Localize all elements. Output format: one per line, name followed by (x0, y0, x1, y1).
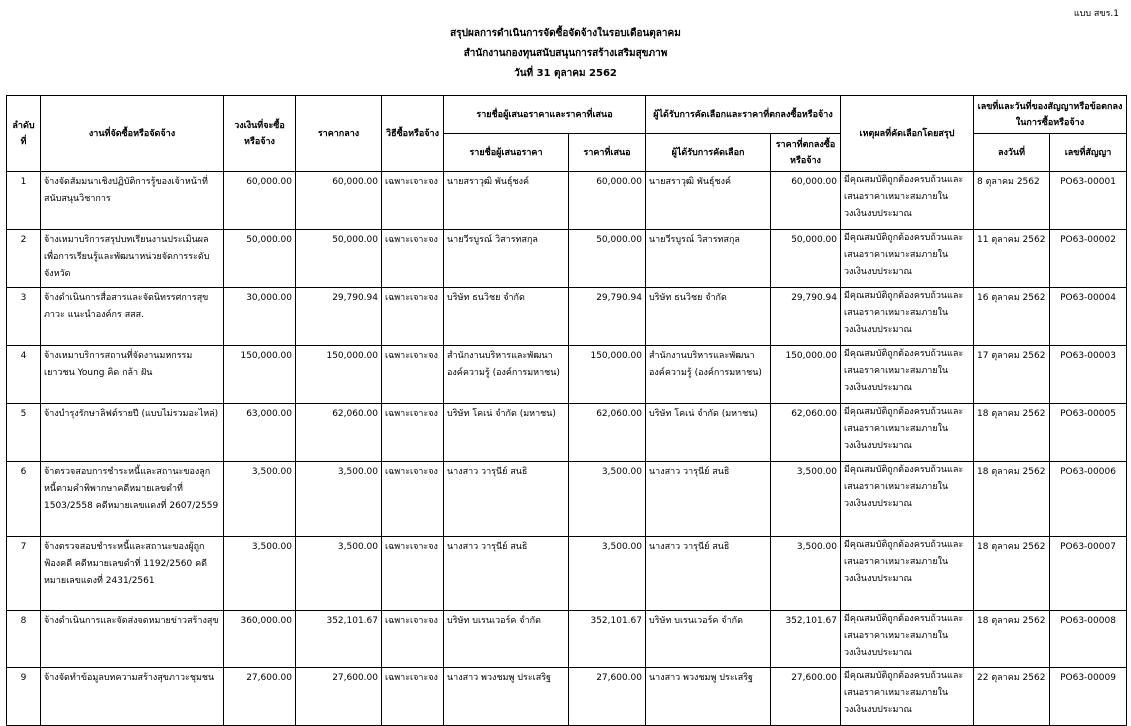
table-row (7, 230, 1127, 288)
header-selected-name: ผู้ได้รับการคัดเลือก (646, 134, 771, 172)
cell-contract-date: 11 ตุลาคม 2562 (974, 230, 1050, 288)
cell-median-price: 50,000.00 (296, 230, 382, 288)
cell-selected: บริษัท บเรนเวอร์ค จำกัด (646, 611, 771, 668)
table-header (7, 96, 1127, 172)
cell-median-price: 150,000.00 (296, 346, 382, 404)
cell-item: จ้างบำรุงรักษาลิฟต์รายปี (แบบไม่รวมอะไหล่) (41, 404, 224, 462)
cell-budget: 30,000.00 (224, 288, 296, 346)
cell-no: 9 (7, 668, 41, 726)
cell-contract-date: 22 ตุลาคม 2562 (974, 668, 1050, 726)
cell-contract-date: 17 ตุลาคม 2562 (974, 346, 1050, 404)
cell-contract-no: PO63-00006 (1050, 462, 1127, 537)
cell-median-price: 3,500.00 (296, 462, 382, 537)
cell-method: เฉพาะเจาะจง (382, 346, 444, 404)
header-item: งานที่จัดซื้อหรือจัดจ้าง (41, 96, 224, 172)
cell-item: จ้างดำเนินการสื่อสารและจัดนิทรรศการสุขภาวะ แนะนำองค์กร สสส. (41, 288, 224, 346)
cell-agreed-price: 29,790.94 (771, 288, 841, 346)
header-contract-date: ลงวันที่ (974, 134, 1050, 172)
cell-reason: มีคุณสมบัติถูกต้องครบถ้วนและเสนอราคาเหมาะสมภายในวงเงินงบประมาณ (841, 346, 974, 404)
cell-no: 1 (7, 172, 41, 230)
form-code: แบบ สขร.1 (1073, 9, 1119, 19)
cell-agreed-price: 62,060.00 (771, 404, 841, 462)
cell-method: เฉพาะเจาะจง (382, 404, 444, 462)
cell-item: จ้างตรวจสอบชำระหนี้และสถานะของผู้ถูกฟ้องคดี คดีหมายเลขดำที่ 1192/2560 คดีหมายเลขแดงที่ 2431/2561 (41, 537, 224, 611)
cell-budget: 3,500.00 (224, 537, 296, 611)
cell-bidder: บริษัท โคเน่ จำกัด (มหาชน) (444, 404, 569, 462)
header-bidders-group: รายชื่อผู้เสนอราคาและราคาที่เสนอ (444, 96, 646, 134)
cell-median-price: 27,600.00 (296, 668, 382, 726)
cell-bid-price: 27,600.00 (569, 668, 646, 726)
header-bidder-name: รายชื่อผู้เสนอราคา (444, 134, 569, 172)
procurement-table (6, 95, 1127, 726)
document-date: วันที่ 31 ตุลาคม 2562 (514, 68, 617, 79)
agency-name: สำนักงานกองทุนสนับสนุนการสร้างเสริมสุขภาพ (463, 48, 668, 59)
cell-no: 3 (7, 288, 41, 346)
cell-bidder: บริษัท ธนวิชย จำกัด (444, 288, 569, 346)
cell-item: จ้างเหมาบริการสถานที่จัดงานมหกรรมเยาวชน Young คิด กล้า ฝัน (41, 346, 224, 404)
cell-budget: 63,000.00 (224, 404, 296, 462)
cell-median-price: 352,101.67 (296, 611, 382, 668)
cell-reason: มีคุณสมบัติถูกต้องครบถ้วนและเสนอราคาเหมาะสมภายในวงเงินงบประมาณ (841, 404, 974, 462)
cell-item: จ้างเหมาบริการสรุปบทเรียนงานประเมินผลเพื่อการเรียนรู้และพัฒนาหน่วยจัดการระดับจังหวัด (41, 230, 224, 288)
cell-budget: 3,500.00 (224, 462, 296, 537)
cell-selected: นายวีรบูรณ์ วิสารทสกุล (646, 230, 771, 288)
cell-item: จ้างดำเนินการและจัดส่งจดหมายข่าวสร้างสุข (41, 611, 224, 668)
cell-agreed-price: 27,600.00 (771, 668, 841, 726)
cell-method: เฉพาะเจาะจง (382, 611, 444, 668)
cell-agreed-price: 3,500.00 (771, 537, 841, 611)
cell-selected: สำนักงานบริหารและพัฒนาองค์ความรู้ (องค์การมหาชน) (646, 346, 771, 404)
table-row (7, 346, 1127, 404)
cell-reason: มีคุณสมบัติถูกต้องครบถ้วนและเสนอราคาเหมาะสมภายในวงเงินงบประมาณ (841, 288, 974, 346)
cell-bidder: นางสาว พวงชมพู ประเสริฐ (444, 668, 569, 726)
table-row (7, 404, 1127, 462)
cell-bid-price: 50,000.00 (569, 230, 646, 288)
cell-budget: 60,000.00 (224, 172, 296, 230)
cell-selected: นางสาว พวงชมพู ประเสริฐ (646, 668, 771, 726)
cell-agreed-price: 50,000.00 (771, 230, 841, 288)
cell-bid-price: 352,101.67 (569, 611, 646, 668)
cell-no: 5 (7, 404, 41, 462)
cell-no: 2 (7, 230, 41, 288)
cell-budget: 360,000.00 (224, 611, 296, 668)
cell-bidder: นางสาว วารุนีย์ สนธิ (444, 537, 569, 611)
cell-reason: มีคุณสมบัติถูกต้องครบถ้วนและเสนอราคาเหมาะสมภายในวงเงินงบประมาณ (841, 537, 974, 611)
cell-contract-no: PO63-00008 (1050, 611, 1127, 668)
cell-budget: 50,000.00 (224, 230, 296, 288)
table-row (7, 288, 1127, 346)
cell-bid-price: 3,500.00 (569, 462, 646, 537)
cell-budget: 27,600.00 (224, 668, 296, 726)
cell-median-price: 62,060.00 (296, 404, 382, 462)
cell-contract-no: PO63-00004 (1050, 288, 1127, 346)
cell-method: เฉพาะเจาะจง (382, 172, 444, 230)
table-row (7, 537, 1127, 611)
header-method: วิธีซื้อหรือจ้าง (382, 96, 444, 172)
cell-contract-date: 18 ตุลาคม 2562 (974, 611, 1050, 668)
cell-bidder: สำนักงานบริหารและพัฒนาองค์ความรู้ (องค์การมหาชน) (444, 346, 569, 404)
cell-method: เฉพาะเจาะจง (382, 668, 444, 726)
cell-method: เฉพาะเจาะจง (382, 230, 444, 288)
cell-selected: นางสาว วารุนีย์ สนธิ (646, 537, 771, 611)
cell-reason: มีคุณสมบัติถูกต้องครบถ้วนและเสนอราคาเหมาะสมภายในวงเงินงบประมาณ (841, 462, 974, 537)
cell-no: 8 (7, 611, 41, 668)
cell-bidder: นายสราวุฒิ พันธุ์ชงค์ (444, 172, 569, 230)
cell-reason: มีคุณสมบัติถูกต้องครบถ้วนและเสนอราคาเหมาะสมภายในวงเงินงบประมาณ (841, 230, 974, 288)
cell-method: เฉพาะเจาะจง (382, 462, 444, 537)
header-bid-price: ราคาที่เสนอ (569, 134, 646, 172)
document-titles (0, 24, 1131, 84)
cell-contract-no: PO63-00009 (1050, 668, 1127, 726)
cell-no: 6 (7, 462, 41, 537)
cell-method: เฉพาะเจาะจง (382, 537, 444, 611)
table-body (7, 172, 1127, 726)
header-contract-group: เลขที่และวันที่ของสัญญาหรือข้อตกลงในการซื้อหรือจ้าง (974, 96, 1127, 134)
cell-selected: นายสราวุฒิ พันธุ์ชงค์ (646, 172, 771, 230)
table-row (7, 172, 1127, 230)
cell-bid-price: 60,000.00 (569, 172, 646, 230)
header-selected-group: ผู้ได้รับการคัดเลือกและราคาที่ตกลงซื้อหรือจ้าง (646, 96, 841, 134)
cell-contract-no: PO63-00005 (1050, 404, 1127, 462)
cell-selected: บริษัท โคเน่ จำกัด (มหาชน) (646, 404, 771, 462)
cell-median-price: 29,790.94 (296, 288, 382, 346)
cell-contract-no: PO63-00002 (1050, 230, 1127, 288)
cell-contract-no: PO63-00001 (1050, 172, 1127, 230)
cell-item: จ้างจัดทำข้อมูลบทความสร้างสุขภาวะชุมชน (41, 668, 224, 726)
header-contract-no: เลขที่สัญญา (1050, 134, 1127, 172)
table-row (7, 611, 1127, 668)
header-budget: วงเงินที่จะซื้อหรือจ้าง (224, 96, 296, 172)
cell-contract-no: PO63-00007 (1050, 537, 1127, 611)
cell-reason: มีคุณสมบัติถูกต้องครบถ้วนและเสนอราคาเหมาะสมภายในวงเงินงบประมาณ (841, 668, 974, 726)
cell-selected: บริษัท ธนวิชย จำกัด (646, 288, 771, 346)
cell-contract-date: 18 ตุลาคม 2562 (974, 462, 1050, 537)
cell-agreed-price: 150,000.00 (771, 346, 841, 404)
cell-bidder: บริษัท บเรนเวอร์ค จำกัด (444, 611, 569, 668)
cell-bidder: นางสาว วารุนีย์ สนธิ (444, 462, 569, 537)
cell-bid-price: 62,060.00 (569, 404, 646, 462)
table-row (7, 668, 1127, 726)
cell-reason: มีคุณสมบัติถูกต้องครบถ้วนและเสนอราคาเหมาะสมภายในวงเงินงบประมาณ (841, 172, 974, 230)
cell-agreed-price: 352,101.67 (771, 611, 841, 668)
cell-budget: 150,000.00 (224, 346, 296, 404)
header-agreed-price: ราคาที่ตกลงซื้อหรือจ้าง (771, 134, 841, 172)
header-reason: เหตุผลที่คัดเลือกโดยสรุป (841, 96, 974, 172)
table-row (7, 462, 1127, 537)
cell-item: จ้าตรวจสอบการชำระหนี้และสถานะของลูกหนี้ตามคำพิพากษาคดีหมายเลขดำที่ 1503/2558 คดีหมายเลขแดงที่ 2607/2559 (41, 462, 224, 537)
header-no: ลำดับที่ (7, 96, 41, 172)
cell-no: 4 (7, 346, 41, 404)
cell-contract-date: 18 ตุลาคม 2562 (974, 537, 1050, 611)
cell-bid-price: 29,790.94 (569, 288, 646, 346)
cell-contract-date: 18 ตุลาคม 2562 (974, 404, 1050, 462)
cell-item: จ้างจัดสัมมนาเชิงปฏิบัติการรู้ของเจ้าหน้าที่สนับสนุนวิชาการ (41, 172, 224, 230)
cell-bidder: นายวีรบูรณ์ วิสารทสกุล (444, 230, 569, 288)
cell-selected: นางสาว วารุนีย์ สนธิ (646, 462, 771, 537)
cell-median-price: 60,000.00 (296, 172, 382, 230)
cell-reason: มีคุณสมบัติถูกต้องครบถ้วนและเสนอราคาเหมาะสมภายในวงเงินงบประมาณ (841, 611, 974, 668)
cell-contract-no: PO63-00003 (1050, 346, 1127, 404)
cell-bid-price: 150,000.00 (569, 346, 646, 404)
header-median-price: ราคากลาง (296, 96, 382, 172)
cell-agreed-price: 60,000.00 (771, 172, 841, 230)
document-title: สรุปผลการดำเนินการจัดซื้อจัดจ้างในรอบเดือนตุลาคม (450, 28, 681, 39)
cell-agreed-price: 3,500.00 (771, 462, 841, 537)
cell-method: เฉพาะเจาะจง (382, 288, 444, 346)
cell-median-price: 3,500.00 (296, 537, 382, 611)
cell-bid-price: 3,500.00 (569, 537, 646, 611)
cell-contract-date: 16 ตุลาคม 2562 (974, 288, 1050, 346)
cell-contract-date: 8 ตุลาคม 2562 (974, 172, 1050, 230)
cell-no: 7 (7, 537, 41, 611)
